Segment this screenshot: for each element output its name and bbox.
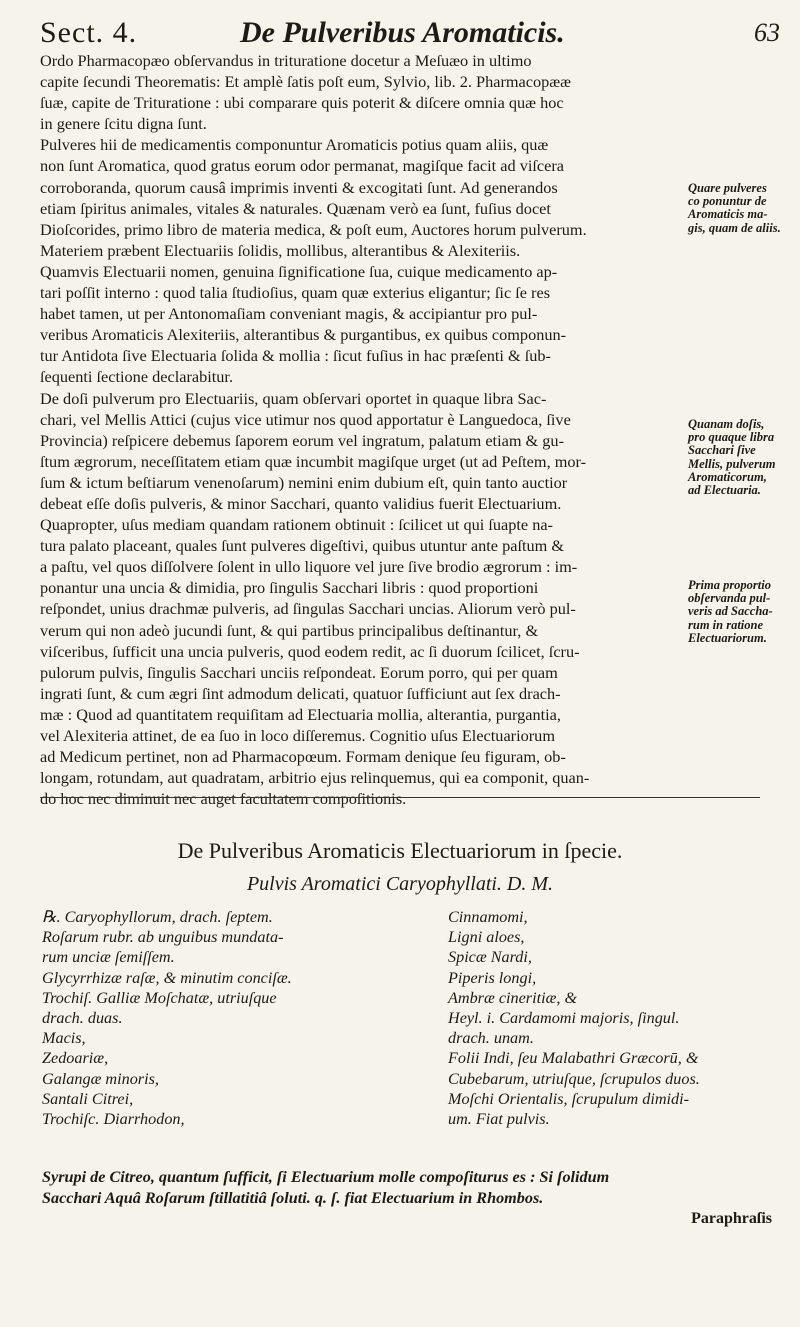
syrup-line: Sacchari Aquâ Roſarum ſtillatitiâ ſoluti. q. ſ. fiat Electuarium in Rhombos.	[42, 1188, 544, 1207]
margin-note-line: gis, quam de aliis.	[688, 220, 781, 235]
catchword: Paraphraſis	[691, 1210, 772, 1227]
body-line: ad Medicum pertinet, non ad Pharmacopœum. Formam denique ſeu figuram, ob-	[40, 747, 566, 767]
ingredient-line: ℞. Caryophyllorum, drach. ſeptem.	[42, 908, 273, 926]
ingredient-line: Galangæ minoris,	[42, 1069, 159, 1088]
margin-note-line: co ponuntur de	[688, 194, 767, 209]
body-text	[40, 50, 682, 809]
margin-note-line: Prima proportio	[688, 578, 771, 592]
body-line: Provincia) reſpicere debemus ſaporem eorum vel ingratum, palatum etiam & gu-	[40, 430, 564, 450]
running-title: De Pulveribus Aromaticis.	[240, 16, 565, 49]
ingredient-line: Folii Indi, ſeu Malabathri Græcorū, &	[448, 1049, 699, 1068]
body-line: mæ : Quod ad quantitatem requiſitam ad Electuaria mollia, alterantia, purgantia,	[40, 704, 561, 724]
ingredient-line: Trochiſc. Diarrhodon,	[42, 1110, 185, 1129]
ingredient-line: drach. unam.	[448, 1029, 534, 1048]
ingredient-line: Heyl. i. Cardamomi majoris, ſingul.	[448, 1009, 680, 1028]
ingredient-line: Ambræ cineritiæ, &	[448, 988, 578, 1007]
body-line: Dioſcorides, primo libro de materia medica, & poſt eum, Auctores horum pulverum.	[40, 219, 587, 239]
ingredient-line: Spicæ Nardi,	[448, 948, 532, 967]
body-line: Quamvis Electuarii nomen, genuina ſignificatione ſua, cuique medicamento ap-	[40, 261, 558, 281]
ingredient-line: Piperis longi,	[448, 968, 537, 987]
body-line: ingrati ſunt, & cum ægri ſint admodum delicati, quatuor ſufficiunt aut ſex drach-	[40, 683, 561, 703]
body-line: in genere ſcitu digna ſunt.	[40, 114, 207, 134]
ingredient-line: Trochiſ. Galliæ Moſchatæ, utriuſque	[42, 988, 277, 1007]
body-line: etiam ſpiritus animales, vitales & naturales. Quænam verò ea ſunt, fuſius docet	[40, 198, 551, 218]
margin-note-line: ad Electuaria.	[688, 483, 761, 498]
ingredient-line: Cinnamomi,	[448, 908, 528, 926]
body-line: non ſunt Aromatica, quod gratus eorum odor permanat, magiſque facit ad viſcera	[40, 156, 564, 176]
margin-note-1	[688, 182, 788, 235]
body-line: tari poſſit interno : quod talia ſtudioſius, quam quæ exterius eligantur; ſic ſe res	[40, 283, 551, 303]
body-line: tur Antidota ſive Electuaria ſolida & mollia : ſicut fuſius in hac præſenti & ſub-	[40, 346, 551, 366]
margin-note-line: Quare pulveres	[688, 181, 767, 195]
body-line: ſequenti ſectione declarabitur.	[40, 367, 234, 387]
syrup-line: Syrupi de Citreo, quantum ſufficit, ſi Electuarium molle compoſiturus es : Si ſolidum	[42, 1168, 610, 1186]
body-line: habet tamen, ut per Antonomaſiam conveniant magis, & accipiantur pro pul-	[40, 304, 538, 324]
ingredient-line: Glycyrrhizæ raſæ, & minutim conciſæ.	[42, 968, 292, 987]
ingredient-line: Moſchi Orientalis, ſcrupulum dimidi-	[448, 1089, 689, 1108]
margin-note-line: Aromaticis ma-	[688, 207, 768, 222]
section-number: Sect. 4.	[40, 16, 138, 49]
body-line: chari, vel Mellis Attici (cujus vice utimur nos quod apportatur è Languedoca, ſive	[40, 409, 571, 429]
body-line: ponantur una uncia & dimidia, pro ſingulis Sacchari libris : quod proportioni	[40, 578, 539, 598]
margin-note-line: obſervanda pul-	[688, 591, 771, 606]
ingredient-line: Zedoariæ,	[42, 1049, 109, 1068]
body-line: De doſi pulverum pro Electuariis, quam obſervari oportet in quaque libra Sac-	[40, 388, 547, 408]
syrup-instructions	[42, 1167, 762, 1208]
margin-note-line: Sacchari ſive	[688, 443, 756, 458]
body-line: a paſtu, vel quos diſſolvere ſolent in ullo liquore vel jure ſive brodio ægrorum : im-	[40, 557, 578, 577]
body-line: ſuæ, capite de Trituratione : ubi comparare quis poterit & diſcere omnia quæ hoc	[40, 93, 564, 113]
body-line: pulorum pulvis, ſingulis Sacchari unciis reſpondeat. Eorum porro, qui per quam	[40, 662, 558, 682]
page-number: 63	[754, 18, 780, 47]
margin-note-2	[688, 418, 788, 497]
section-divider	[40, 797, 760, 798]
margin-note-line: Mellis, pulverum	[688, 456, 776, 471]
recipe-ingredients-right	[448, 907, 778, 1129]
body-line: tura palato placeant, quales ſunt pulveres digeſtivi, quibus utuntur ante paſtum &	[40, 536, 565, 556]
body-line: Ordo Pharmacopæo obſervandus in trituratione docetur a Meſuæo in ultimo	[40, 51, 532, 70]
body-line: debeat eſſe doſis pulveris, & minor Sacchari, quanto validius fuerit Electuarium.	[40, 493, 562, 513]
body-line: capite ſecundi Theorematis: Et amplè ſatis poſt eum, Sylvio, lib. 2. Pharmacopææ	[40, 72, 572, 92]
ingredient-line: drach. duas.	[42, 1009, 123, 1028]
ingredient-line: um. Fiat pulvis.	[448, 1110, 550, 1129]
body-line: viſceribus, ſufficit una uncia pulveris, quod eodem redit, ac ſi duorum ſcilicet, ſcru-	[40, 641, 580, 661]
body-line: verum qui non adeò jucundi ſunt, & qui partibus principalibus deſtinantur, &	[40, 620, 539, 640]
body-line: longam, rotundam, aut quadratam, arbitrio ejus relinquemus, qui ea componit, quan-	[40, 768, 590, 788]
ingredient-line: Santali Citrei,	[42, 1089, 134, 1108]
body-line: ſum & ictum beſtiarum venenoſarum) nemini enim dubium eſt, quin tanto auctior	[40, 472, 568, 492]
margin-note-line: Quanam doſis,	[688, 417, 765, 431]
body-line: Materiem præbent Electuariis ſolidis, mollibus, alterantibus & Alexiteriis.	[40, 240, 521, 260]
ingredient-line: Roſarum rubr. ab unguibus mundata-	[42, 928, 284, 947]
margin-note-3	[688, 579, 788, 645]
margin-note-line: rum in ratione	[688, 617, 764, 632]
body-line: vel Alexiteria attinet, de ea ſuo in loco diſſeremus. Cognitio uſus Electuariorum	[40, 726, 555, 745]
body-line: veribus Aromaticis Alexiteriis, alterantibus & purgantibus, ex quibus componun-	[40, 325, 567, 345]
ingredient-line: Cubebarum, utriuſque, ſcrupulos duos.	[448, 1069, 700, 1088]
body-line: do hoc nec diminuit nec auget facultatem compoſitionis.	[40, 789, 407, 809]
margin-note-line: Aromaticorum,	[688, 469, 767, 484]
ingredient-line: Ligni aloes,	[448, 928, 525, 947]
ingredient-line: Macis,	[42, 1029, 86, 1048]
body-line: Quapropter, uſus mediam quandam rationem obtinuit : ſcilicet ut qui ſuapte na-	[40, 515, 553, 535]
ingredient-line: rum unciæ ſemiſſem.	[42, 948, 175, 967]
margin-note-line: Electuariorum.	[688, 630, 767, 645]
section-title: De Pulveribus Aromaticis Electuariorum in ſpecie.	[177, 838, 623, 863]
page-header	[40, 16, 780, 52]
body-line: Pulveres hii de medicamentis componuntur Aromaticis potius quam aliis, quæ	[40, 135, 549, 155]
margin-note-line: veris ad Saccha-	[688, 604, 773, 619]
margin-note-line: pro quaque libra	[688, 430, 775, 445]
recipe-title: Pulvis Aromatici Caryophyllati. D. M.	[246, 873, 554, 895]
body-line: ſtum ægrorum, neceſſitatem etiam quæ incumbit magiſque urget (ut ad Peſtem, mor-	[40, 451, 587, 471]
body-line: corroboranda, quorum causâ imprimis inventi & excogitati ſunt. Ad generandos	[40, 177, 558, 197]
recipe-ingredients-left	[42, 907, 432, 1129]
body-line: reſpondet, unius drachmæ pulveris, ad ſingulas Sacchari uncias. Aliorum verò pul-	[40, 599, 576, 619]
